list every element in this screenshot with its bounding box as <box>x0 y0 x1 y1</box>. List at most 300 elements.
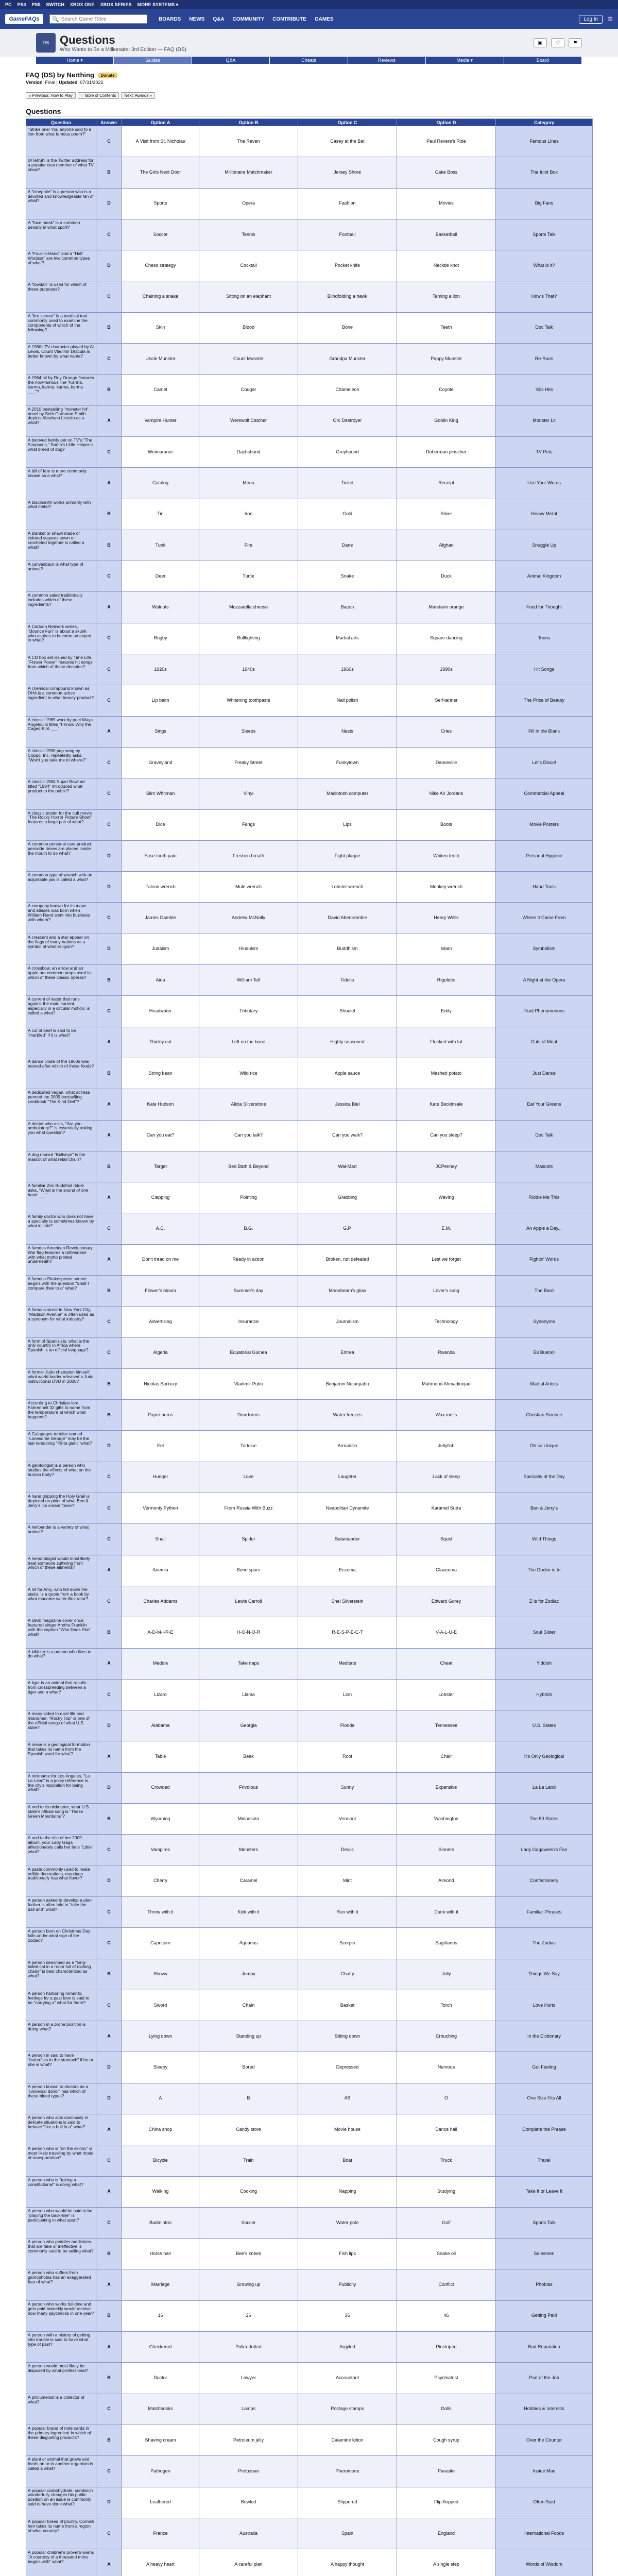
table-row <box>26 561 593 592</box>
tab-home[interactable]: Home ▾ <box>36 57 114 64</box>
option-c-cell: Shel Silverstein <box>298 1586 397 1617</box>
option-d-cell: Sagittarius <box>397 1928 496 1959</box>
option-a-cell: Lizard <box>122 1679 199 1710</box>
table-row <box>26 623 593 654</box>
answer-cell: C <box>96 561 122 592</box>
option-b-cell: Bullfighting <box>199 623 298 654</box>
option-d-cell: Psychiatrist <box>397 2363 496 2394</box>
answer-cell: D <box>96 2052 122 2083</box>
table-row <box>26 934 593 964</box>
answer-cell: A <box>96 1244 122 1275</box>
category-cell: The Zodiac <box>496 1928 593 1959</box>
option-c-cell: Water freezes <box>298 1400 397 1431</box>
category-cell: Es Bueno! <box>496 1337 593 1368</box>
search-icon[interactable]: 🔍 <box>52 16 59 23</box>
option-c-cell: Laughter <box>298 1462 397 1493</box>
category-cell: Let's Disco! <box>496 747 593 778</box>
table-row <box>26 2052 593 2083</box>
option-a-cell: Tin <box>122 499 199 530</box>
option-c-cell: Pheromone <box>298 2456 397 2487</box>
option-a-cell: Marriage <box>122 2269 199 2300</box>
option-c-cell: Bacon <box>298 592 397 623</box>
tab-guides[interactable]: Guides <box>114 57 192 64</box>
question-cell: A CD box set issued by Time Life, "Flower Power" features hit songs from which of these decades? <box>26 654 96 685</box>
category-cell: The Idiot Box <box>496 157 593 188</box>
option-b-cell: Take naps <box>199 1648 298 1679</box>
question-cell: A person who works full-time and gets paid biweekly would receive how many paychecks in one year? <box>26 2300 96 2331</box>
answer-cell: C <box>96 903 122 934</box>
option-b-cell: Petroleum jelly <box>199 2425 298 2455</box>
option-b-cell: Soccer <box>199 2207 298 2238</box>
nav-switch[interactable]: SWITCH <box>46 2 65 7</box>
question-cell: A chemical compound known as DHA is a common active ingredient in what beauty product? <box>26 685 96 716</box>
nav-games[interactable]: GAMES <box>314 16 334 22</box>
option-a-cell: Paper burns <box>122 1400 199 1431</box>
table-body <box>26 126 593 2576</box>
option-a-cell: Catalog <box>122 468 199 499</box>
answer-cell: C <box>96 747 122 778</box>
option-d-cell: Jellyfish <box>397 1431 496 1462</box>
tab-cheats[interactable]: Cheats <box>270 57 348 64</box>
option-a-cell: Cherry <box>122 1866 199 1896</box>
option-b-cell: The Raven <box>199 126 298 157</box>
answer-cell: C <box>96 778 122 809</box>
option-d-cell: JCPenney <box>397 1151 496 1182</box>
menu-icon[interactable]: ☰ <box>608 16 613 23</box>
option-b-cell: Love <box>199 1462 298 1493</box>
option-b-cell: Australia <box>199 2518 298 2549</box>
option-c-cell: Meditate <box>298 1648 397 1679</box>
category-cell: '80s Hits <box>496 375 593 405</box>
question-cell: A hellbender is a variety of what animal? <box>26 1524 96 1555</box>
option-d-cell: E.M. <box>397 1213 496 1244</box>
table-row <box>26 1120 593 1151</box>
option-c-cell: Pocket knife <box>298 250 397 281</box>
option-c-cell: Nests <box>298 716 397 747</box>
option-c-cell: Shoulet <box>298 996 397 1027</box>
option-a-cell: Clapping <box>122 1182 199 1213</box>
table-row <box>26 1400 593 1431</box>
option-c-cell: Argyled <box>298 2332 397 2363</box>
option-b-cell: 26 <box>199 2300 298 2331</box>
answer-cell: C <box>96 1896 122 1927</box>
question-cell: A hematologist would most likely treat someone suffering from which of these ailments? <box>26 1555 96 1586</box>
option-b-cell: Sleeps <box>199 716 298 747</box>
option-a-cell: Doctor <box>122 2363 199 2394</box>
search-input[interactable] <box>61 16 145 22</box>
option-c-cell: Fashion <box>298 188 397 219</box>
category-cell: Lady Gagaween's Fan <box>496 1835 593 1866</box>
option-a-cell: A <box>122 2083 199 2114</box>
heart-icon[interactable]: ♡ <box>551 38 564 47</box>
table-row <box>26 716 593 747</box>
answer-cell: D <box>96 1710 122 1741</box>
option-c-cell: Greyhound <box>298 436 397 467</box>
option-d-cell: Cries <box>397 716 496 747</box>
option-b-cell: Standing up <box>199 2021 298 2052</box>
question-cell: A "lowdah" is used for which of these purposes? <box>26 281 96 312</box>
option-a-cell: A.C. <box>122 1213 199 1244</box>
table-row <box>26 2394 593 2425</box>
option-c-cell: Funkytown <box>298 747 397 778</box>
answer-cell: C <box>96 126 122 157</box>
option-c-cell: A happy thought <box>298 2549 397 2576</box>
column-header: Answer <box>96 119 122 126</box>
option-a-cell: Wyoming <box>122 1804 199 1835</box>
answer-cell: B <box>96 1617 122 1648</box>
category-cell: Where It Came From <box>496 903 593 934</box>
category-cell: Hobbies & Interests <box>496 2394 593 2425</box>
question-cell: A person in a prone position is doing what? <box>26 2021 96 2052</box>
answer-cell: A <box>96 1182 122 1213</box>
login-button[interactable]: Log In <box>579 15 603 24</box>
option-c-cell: Casey at the Bat <box>298 126 397 157</box>
table-row <box>26 219 593 250</box>
option-c-cell: Macintosh computer <box>298 778 397 809</box>
login-area <box>579 15 613 24</box>
question-cell: A classic 1984 Super Bowl ad titled "1984" introduced what product to the public? <box>26 778 96 809</box>
category-cell: Things We Say <box>496 1959 593 1990</box>
option-d-cell: Goblin King <box>397 405 496 436</box>
option-c-cell: Water polo <box>298 2207 397 2238</box>
answer-cell: C <box>96 685 122 716</box>
option-b-cell: Fire <box>199 530 298 561</box>
answer-cell: D <box>96 840 122 871</box>
option-b-cell: Monsters <box>199 1835 298 1866</box>
donate-button[interactable]: Donate <box>98 73 117 78</box>
table-row <box>26 188 593 219</box>
option-d-cell: Studying <box>397 2176 496 2207</box>
question-cell: A familiar Zen Buddhist riddle asks, "What is the sound of one hand ___" <box>26 1182 96 1213</box>
table-row <box>26 2487 593 2518</box>
table-row <box>26 344 593 375</box>
option-a-cell: Don't tread on me <box>122 1244 199 1275</box>
option-d-cell: Boots <box>397 809 496 840</box>
question-cell: A person described as a "long-tailed cat in a room full of rocking chairs" is best characterized as what? <box>26 1959 96 1990</box>
table-row <box>26 1462 593 1493</box>
next-page-button[interactable]: Next: Awards » <box>121 92 155 99</box>
main-nav <box>159 16 333 22</box>
category-cell: Famous Lines <box>496 126 593 157</box>
option-a-cell: Kate Hudson <box>122 1089 199 1120</box>
table-row <box>26 685 593 716</box>
option-b-cell: Bored <box>199 2052 298 2083</box>
question-cell: A popular carbohydrate, sandwich wonderfully changes his public position on an issue is commonly said to have done what? <box>26 2487 96 2518</box>
option-b-cell: Freaky Street <box>199 747 298 778</box>
question-cell: A "face mask" is a common penalty in what sport? <box>26 219 96 250</box>
option-c-cell: Salamander <box>298 1524 397 1555</box>
category-cell: Personal Hygiene <box>496 840 593 871</box>
option-b-cell: Sitting on an elephant <box>199 281 298 312</box>
option-a-cell: Judaism <box>122 934 199 964</box>
question-cell: A "cinephile" is a person who is a devoted and knowledgeable fan of what? <box>26 188 96 219</box>
option-c-cell: Lion <box>298 1679 397 1710</box>
option-a-cell: Falcon wrench <box>122 872 199 903</box>
option-d-cell: Taming a lion <box>397 281 496 312</box>
option-d-cell: A single step <box>397 2549 496 2576</box>
option-b-cell: Lamps <box>199 2394 298 2425</box>
table-row <box>26 1896 593 1927</box>
option-b-cell: Werewolf Catcher <box>199 405 298 436</box>
answer-cell: B <box>96 1275 122 1306</box>
category-cell: Food for Thought <box>496 592 593 623</box>
table-of-contents-button[interactable]: ↑ Table of Contents <box>78 92 119 99</box>
answer-cell: C <box>96 2518 122 2549</box>
option-b-cell: H-O-N-O-R <box>199 1617 298 1648</box>
category-cell: Use Your Words <box>496 468 593 499</box>
tab-media[interactable]: Media ▾ <box>426 57 504 64</box>
option-c-cell: AB <box>298 2083 397 2114</box>
option-a-cell: Badminton <box>122 2207 199 2238</box>
answer-cell: A <box>96 2549 122 2576</box>
option-a-cell: A Visit from St. Nicholas <box>122 126 199 157</box>
answer-cell: A <box>96 1648 122 1679</box>
option-b-cell: Llama <box>199 1679 298 1710</box>
page-subtitle: Who Wants to Be a Millionaire: 3rd Edition — FAQ (DS) <box>60 46 186 53</box>
option-c-cell: 36 <box>298 2300 397 2331</box>
nav-community[interactable]: COMMUNITY <box>232 16 265 22</box>
column-header: Option D <box>397 119 496 126</box>
option-a-cell: Uncle Munster <box>122 344 199 375</box>
option-b-cell: Bee's knees <box>199 2239 298 2269</box>
table-row <box>26 2300 593 2331</box>
answer-cell: C <box>96 219 122 250</box>
option-a-cell: Can you eat? <box>122 1120 199 1151</box>
question-cell: A person with a history of getting into trouble is said to have what type of past? <box>26 2332 96 2363</box>
option-b-cell: Opera <box>199 188 298 219</box>
option-b-cell: Kick with it <box>199 1896 298 1927</box>
option-b-cell: Andrew McNally <box>199 903 298 934</box>
category-cell: Familiar Phrases <box>496 1896 593 1927</box>
option-c-cell: Wal-Mart <box>298 1151 397 1182</box>
table-row <box>26 1058 593 1089</box>
answer-cell: C <box>96 1835 122 1866</box>
option-c-cell: Movie house <box>298 2114 397 2145</box>
category-cell: Yiddish <box>496 1648 593 1679</box>
nav-more-systems[interactable]: MORE SYSTEMS ▾ <box>137 2 179 7</box>
table-row <box>26 1804 593 1835</box>
question-cell: A person who would be said to be "playing the back-line" is participating in what sport? <box>26 2207 96 2238</box>
option-a-cell: Sports <box>122 188 199 219</box>
option-a-cell: Anemia <box>122 1555 199 1586</box>
question-cell: A current of water that runs against the main current, especially in a circular motion, is called a what? <box>26 996 96 1027</box>
question-cell: A person born on Christmas Day falls under what sign of the zodiac? <box>26 1928 96 1959</box>
category-cell: Commercial Appeal <box>496 778 593 809</box>
bookmark-icon[interactable]: ⚑ <box>569 38 582 47</box>
option-c-cell: Roof <box>298 1741 397 1772</box>
table-row <box>26 1524 593 1555</box>
question-cell: A kibitzer is a person who likes to do what? <box>26 1648 96 1679</box>
table-row <box>26 1586 593 1617</box>
nav-boards[interactable]: BOARDS <box>159 16 181 22</box>
question-cell: A person who is "on the skinny" is most likely traveling by what mode of transportation? <box>26 2145 96 2176</box>
table-row <box>26 778 593 809</box>
answer-cell: D <box>96 188 122 219</box>
answer-cell: C <box>96 809 122 840</box>
tab-board[interactable]: Board <box>504 57 582 64</box>
nav-ps5[interactable]: PS5 <box>31 2 41 7</box>
nav-qa[interactable]: Q&A <box>213 16 225 22</box>
option-a-cell: Graveyland <box>122 747 199 778</box>
question-cell: "Strike one! You anyone said to a lion from what famous poem?" <box>26 126 96 157</box>
option-d-cell: Wax melts <box>397 1400 496 1431</box>
answer-cell: C <box>96 1524 122 1555</box>
category-cell: Eat Your Greens <box>496 1089 593 1120</box>
option-c-cell: Napping <box>298 2176 397 2207</box>
option-c-cell: Dane <box>298 530 397 561</box>
option-a-cell: France <box>122 2518 199 2549</box>
table-row <box>26 1244 593 1275</box>
option-a-cell: Throw with it <box>122 1896 199 1927</box>
question-cell: A person known to doctors as a "universal donor" has which of these blood types? <box>26 2083 96 2114</box>
table-row <box>26 2549 593 2576</box>
nav-xbox-one[interactable]: XBOX ONE <box>70 2 95 7</box>
question-cell: A doctor who asks, "Are you ambulatory?" is essentially asking you what question? <box>26 1120 96 1151</box>
question-cell: A person harboring romantic feelings for a past love is said to be "carrying a" what for them? <box>26 1990 96 2021</box>
option-a-cell: Weimaraner <box>122 436 199 467</box>
table-row <box>26 499 593 530</box>
answer-cell: C <box>96 1928 122 1959</box>
option-d-cell: Nike Air Jordans <box>397 778 496 809</box>
table-row <box>26 1089 593 1120</box>
option-a-cell: Deer <box>122 561 199 592</box>
table-row <box>26 530 593 561</box>
category-cell: Doc Talk <box>496 312 593 343</box>
option-d-cell: Mashed potato <box>397 1058 496 1089</box>
collection-icon[interactable]: ▣ <box>534 38 547 47</box>
question-cell: A dog named "Bullseye" is the mascot of what retail chain? <box>26 1151 96 1182</box>
option-c-cell: Sitting down <box>298 2021 397 2052</box>
option-d-cell: Squid <box>397 1524 496 1555</box>
option-d-cell: Torch <box>397 1990 496 2021</box>
nav-news[interactable]: NEWS <box>189 16 205 22</box>
option-b-cell: Candy store <box>199 2114 298 2145</box>
option-a-cell: Tunk <box>122 530 199 561</box>
option-a-cell: Bicycle <box>122 2145 199 2176</box>
option-a-cell: James Gamble <box>122 903 199 934</box>
option-b-cell: Turtle <box>199 561 298 592</box>
option-c-cell: Lips <box>298 809 397 840</box>
category-cell: Confectionery <box>496 1866 593 1896</box>
option-c-cell: Publicity <box>298 2269 397 2300</box>
tab-reviews[interactable]: Reviews <box>348 57 426 64</box>
answer-cell: B <box>96 157 122 188</box>
column-header: Option A <box>122 119 199 126</box>
option-b-cell: Menu <box>199 468 298 499</box>
nav-contribute[interactable]: CONTRIBUTE <box>272 16 306 22</box>
table-row <box>26 375 593 405</box>
option-c-cell: Chatty <box>298 1959 397 1990</box>
option-b-cell: Hinduism <box>199 934 298 964</box>
question-cell: A family doctor who does not have a specialty is sometimes known by what initials? <box>26 1213 96 1244</box>
option-d-cell: Doberman pinscher <box>397 436 496 467</box>
question-cell: A common salad traditionally includes which of these ingredients? <box>26 592 96 623</box>
answer-cell: C <box>96 623 122 654</box>
option-c-cell: Jessica Biel <box>298 1089 397 1120</box>
option-d-cell: Conflict <box>397 2269 496 2300</box>
option-d-cell: Karamel Sutra <box>397 1493 496 1524</box>
answer-cell: B <box>96 2363 122 2394</box>
game-box-art-icon[interactable]: DS <box>36 33 56 53</box>
category-cell: La La Land <box>496 1772 593 1803</box>
answer-cell: A <box>96 1089 122 1120</box>
option-d-cell: Can you sleep? <box>397 1120 496 1151</box>
option-a-cell: String bean <box>122 1058 199 1089</box>
option-c-cell: Gold <box>298 499 397 530</box>
previous-page-button[interactable]: « Previous: How to Play <box>26 92 76 99</box>
option-b-cell: Wild rice <box>199 1058 298 1089</box>
option-b-cell: Growing up <box>199 2269 298 2300</box>
option-b-cell: Vladimir Putin <box>199 1368 298 1399</box>
table-row <box>26 809 593 840</box>
table-row <box>26 126 593 157</box>
option-b-cell: Millionaire Matchmaker <box>199 157 298 188</box>
question-cell: A nickname for Los Angeles, "La La Land" is a jokey reference to the city's reputation for being what? <box>26 1772 96 1803</box>
question-cell: A company known for its maps and atlases was born when William Rand went into business with whom? <box>26 903 96 934</box>
table-row <box>26 312 593 343</box>
column-header: Option B <box>199 119 298 126</box>
tab-qa[interactable]: Q&A <box>192 57 270 64</box>
answer-cell: C <box>96 1337 122 1368</box>
option-b-cell: Bed Bath & Beyond <box>199 1151 298 1182</box>
answer-cell: C <box>96 2145 122 2176</box>
option-c-cell: Bone <box>298 312 397 343</box>
category-cell: Just Dance <box>496 1058 593 1089</box>
table-row <box>26 1959 593 1990</box>
option-c-cell: Fight plaque <box>298 840 397 871</box>
category-cell: Riddle Me This <box>496 1182 593 1213</box>
question-cell: A crescent and a star appear on the flags of many nations as a symbol of what religion? <box>26 934 96 964</box>
option-c-cell: Journalism <box>298 1307 397 1337</box>
section-heading: Questions <box>26 107 592 117</box>
option-a-cell: Target <box>122 1151 199 1182</box>
nav-ps4[interactable]: PS4 <box>17 2 26 7</box>
option-a-cell: China shop <box>122 2114 199 2145</box>
category-cell: The Bard <box>496 1275 593 1306</box>
answer-cell: B <box>96 499 122 530</box>
option-a-cell: Walking <box>122 2176 199 2207</box>
table-row <box>26 405 593 436</box>
option-d-cell: Truck <box>397 2145 496 2176</box>
table-row <box>26 1182 593 1213</box>
option-d-cell: Rigoletto <box>397 965 496 996</box>
site-logo[interactable]: GameFAQs <box>5 14 43 24</box>
option-a-cell: Nicolas Sarkozy <box>122 1368 199 1399</box>
option-a-cell: Showy <box>122 1959 199 1990</box>
question-cell: A person who acts cautiously in delicate situations is said to behave "like a bull in a" what? <box>26 2114 96 2145</box>
answer-cell: D <box>96 872 122 903</box>
option-c-cell: Nail polish <box>298 685 397 716</box>
question-cell: A plant or animal that grows and feeds on or in another organism is called a what? <box>26 2456 96 2487</box>
table-row <box>26 1835 593 1866</box>
question-cell: A phillumenist is a collector of what? <box>26 2394 96 2425</box>
nav-pc[interactable]: PC <box>5 2 12 7</box>
nav-xbox-series[interactable]: XBOX SERIES <box>100 2 132 7</box>
table-row <box>26 1431 593 1462</box>
option-d-cell: Lest we forget <box>397 1244 496 1275</box>
category-cell: The 50 States <box>496 1804 593 1835</box>
option-c-cell: Football <box>298 219 397 250</box>
column-header: Option C <box>298 119 397 126</box>
question-cell: A famous Shakespeare sonnet begins with the question "Shall I compare thee to a" what? <box>26 1275 96 1306</box>
question-cell: A popular children's proverb warns "A courtesy of a thousand miles begins with" what? <box>26 2549 96 2576</box>
search-box <box>49 14 147 24</box>
table-row <box>26 2176 593 2207</box>
option-d-cell: Cough syrup <box>397 2425 496 2455</box>
answer-cell: A <box>96 405 122 436</box>
answer-cell: C <box>96 344 122 375</box>
answer-cell: B <box>96 530 122 561</box>
